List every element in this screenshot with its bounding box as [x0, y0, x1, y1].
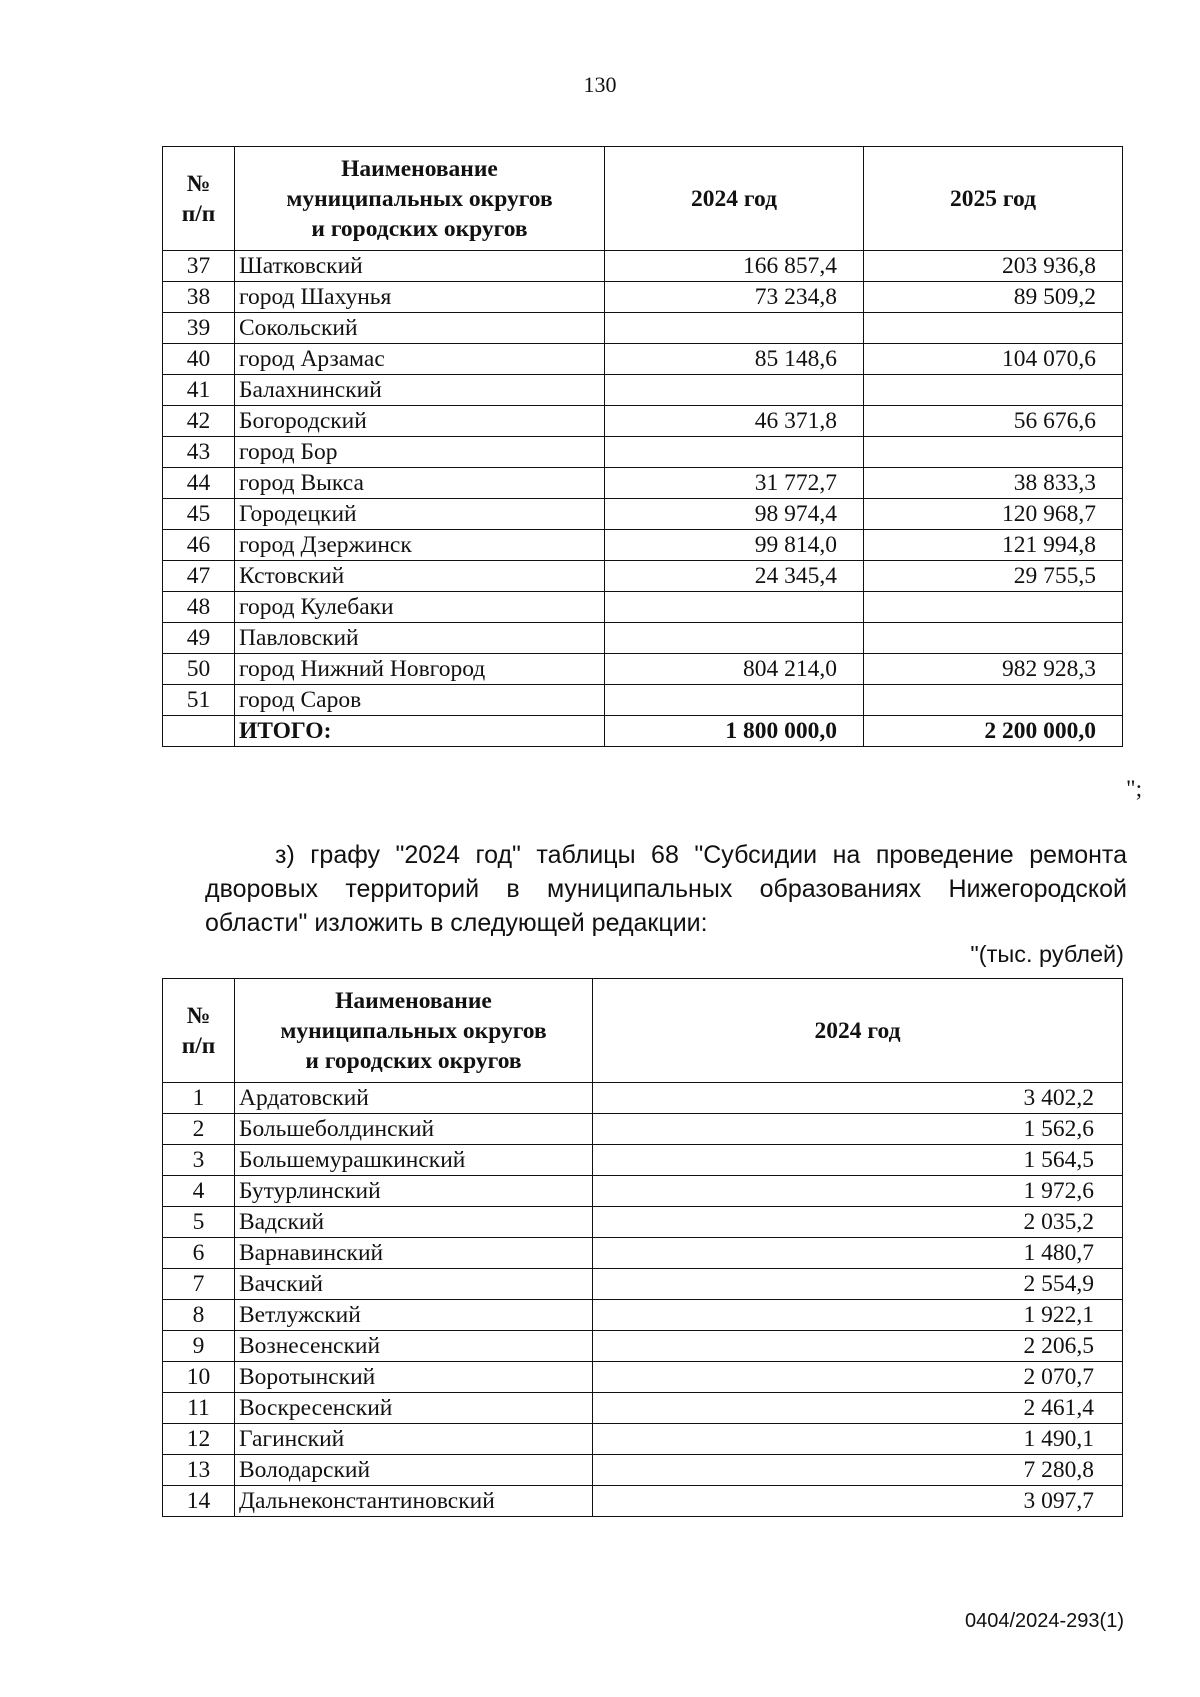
municipality-name: Гагинский — [235, 1424, 593, 1455]
value-2025 — [864, 437, 1123, 468]
municipality-name: Городецкий — [235, 499, 605, 530]
row-number: 10 — [163, 1362, 235, 1393]
table-row — [163, 654, 1123, 685]
table-row — [163, 1238, 1123, 1269]
municipality-name: Большеболдинский — [235, 1114, 593, 1145]
total-row — [163, 716, 1123, 747]
table-row — [163, 1114, 1123, 1145]
header-number: № п/п — [163, 979, 235, 1083]
value-2024 — [605, 592, 864, 623]
table-row — [163, 499, 1123, 530]
row-number: 6 — [163, 1238, 235, 1269]
row-number: 49 — [163, 623, 235, 654]
municipality-name: Бутурлинский — [235, 1176, 593, 1207]
row-number: 45 — [163, 499, 235, 530]
row-number: 39 — [163, 313, 235, 344]
value-2024: 1 562,6 — [593, 1114, 1123, 1145]
value-2025 — [864, 313, 1123, 344]
row-number: 12 — [163, 1424, 235, 1455]
closing-quote: "; — [1126, 776, 1143, 802]
municipality-name: Ветлужский — [235, 1300, 593, 1331]
value-2025: 89 509,2 — [864, 282, 1123, 313]
row-number: 42 — [163, 406, 235, 437]
value-2025: 203 936,8 — [864, 251, 1123, 282]
unit-label: "(тыс. рублей) — [970, 941, 1124, 967]
value-2025 — [864, 375, 1123, 406]
header-2025: 2025 год — [864, 147, 1123, 251]
value-2024: 2 035,2 — [593, 1207, 1123, 1238]
row-number: 44 — [163, 468, 235, 499]
header-2024: 2024 год — [605, 147, 864, 251]
value-2024: 166 857,4 — [605, 251, 864, 282]
municipality-name: Сокольский — [235, 313, 605, 344]
municipality-name: Большемурашкинский — [235, 1145, 593, 1176]
municipality-name: Вознесенский — [235, 1331, 593, 1362]
value-2024: 1 972,6 — [593, 1176, 1123, 1207]
value-2024: 3 097,7 — [593, 1486, 1123, 1517]
municipality-name: Кстовский — [235, 561, 605, 592]
table-row — [163, 685, 1123, 716]
value-2025: 38 833,3 — [864, 468, 1123, 499]
header-name: Наименование муниципальных округов и городских округов — [235, 979, 593, 1083]
value-2024: 1 922,1 — [593, 1300, 1123, 1331]
table-row — [163, 1331, 1123, 1362]
value-2025: 120 968,7 — [864, 499, 1123, 530]
table-row — [163, 1393, 1123, 1424]
total-label: ИТОГО: — [235, 716, 605, 747]
value-2024 — [605, 623, 864, 654]
municipality-name: город Бор — [235, 437, 605, 468]
value-2024: 98 974,4 — [605, 499, 864, 530]
amendment-paragraph — [205, 838, 1127, 940]
table-row — [163, 1362, 1123, 1393]
row-number: 51 — [163, 685, 235, 716]
row-number: 3 — [163, 1145, 235, 1176]
table-row — [163, 313, 1123, 344]
row-number: 43 — [163, 437, 235, 468]
row-number: 50 — [163, 654, 235, 685]
municipality-name: Варнавинский — [235, 1238, 593, 1269]
table-row — [163, 344, 1123, 375]
municipality-name: Ардатовский — [235, 1083, 593, 1114]
municipality-name: город Арзамас — [235, 344, 605, 375]
municipality-name: Вачский — [235, 1269, 593, 1300]
municipality-name: Володарский — [235, 1455, 593, 1486]
table-body — [163, 1083, 1123, 1517]
row-number: 9 — [163, 1331, 235, 1362]
value-2024: 1 480,7 — [593, 1238, 1123, 1269]
value-2025: 982 928,3 — [864, 654, 1123, 685]
municipality-name: Богородский — [235, 406, 605, 437]
table-row — [163, 561, 1123, 592]
table-row — [163, 623, 1123, 654]
table-row — [163, 1269, 1123, 1300]
row-number: 11 — [163, 1393, 235, 1424]
value-2024 — [605, 375, 864, 406]
table-row — [163, 468, 1123, 499]
total-2024: 1 800 000,0 — [605, 716, 864, 747]
municipality-name: Балахнинский — [235, 375, 605, 406]
header-name: Наименование муниципальных округов и городских округов — [235, 147, 605, 251]
total-empty-cell — [163, 716, 235, 747]
table-row — [163, 1424, 1123, 1455]
row-number: 1 — [163, 1083, 235, 1114]
value-2024: 46 371,8 — [605, 406, 864, 437]
row-number: 47 — [163, 561, 235, 592]
table-header-row — [163, 979, 1123, 1083]
value-2024: 99 814,0 — [605, 530, 864, 561]
value-2024: 1 490,1 — [593, 1424, 1123, 1455]
table-row — [163, 437, 1123, 468]
table-row — [163, 530, 1123, 561]
row-number: 48 — [163, 592, 235, 623]
value-2025: 121 994,8 — [864, 530, 1123, 561]
value-2024 — [605, 437, 864, 468]
municipality-name: город Нижний Новгород — [235, 654, 605, 685]
value-2024: 2 554,9 — [593, 1269, 1123, 1300]
table-row — [163, 1083, 1123, 1114]
table-row — [163, 1486, 1123, 1517]
value-2024: 804 214,0 — [605, 654, 864, 685]
municipality-name: город Саров — [235, 685, 605, 716]
row-number: 38 — [163, 282, 235, 313]
table-row — [163, 592, 1123, 623]
repair-subsidy-table — [162, 978, 1123, 1517]
table-row — [163, 406, 1123, 437]
total-2025: 2 200 000,0 — [864, 716, 1123, 747]
table-header-row — [163, 147, 1123, 251]
value-2024: 31 772,7 — [605, 468, 864, 499]
row-number: 5 — [163, 1207, 235, 1238]
row-number: 37 — [163, 251, 235, 282]
table-row — [163, 1207, 1123, 1238]
page-number: 130 — [583, 72, 617, 97]
municipality-name: Воскресенский — [235, 1393, 593, 1424]
municipality-name: Вадский — [235, 1207, 593, 1238]
value-2024: 2 461,4 — [593, 1393, 1123, 1424]
municipality-name: город Кулебаки — [235, 592, 605, 623]
table-row — [163, 282, 1123, 313]
value-2024: 85 148,6 — [605, 344, 864, 375]
value-2024: 3 402,2 — [593, 1083, 1123, 1114]
row-number: 13 — [163, 1455, 235, 1486]
municipality-name: Воротынский — [235, 1362, 593, 1393]
row-number: 2 — [163, 1114, 235, 1145]
table-row — [163, 1145, 1123, 1176]
value-2024: 1 564,5 — [593, 1145, 1123, 1176]
table-row — [163, 251, 1123, 282]
value-2024: 2 070,7 — [593, 1362, 1123, 1393]
municipality-name: город Дзержинск — [235, 530, 605, 561]
paragraph-line: дворовых территорий в муниципальных образованиях Нижегородской — [205, 875, 1127, 903]
table-row — [163, 1455, 1123, 1486]
table-row — [163, 1300, 1123, 1331]
table-row — [163, 375, 1123, 406]
value-2025 — [864, 685, 1123, 716]
row-number: 14 — [163, 1486, 235, 1517]
table-row — [163, 1176, 1123, 1207]
table-body — [163, 251, 1123, 747]
value-2024: 24 345,4 — [605, 561, 864, 592]
value-2024: 73 234,8 — [605, 282, 864, 313]
header-number: № п/п — [163, 147, 235, 251]
value-2024 — [605, 313, 864, 344]
value-2024: 2 206,5 — [593, 1331, 1123, 1362]
municipality-name: Павловский — [235, 623, 605, 654]
subsidy-table-continued — [162, 146, 1123, 747]
row-number: 8 — [163, 1300, 235, 1331]
value-2024: 7 280,8 — [593, 1455, 1123, 1486]
value-2025: 104 070,6 — [864, 344, 1123, 375]
value-2025 — [864, 623, 1123, 654]
value-2025 — [864, 592, 1123, 623]
municipality-name: Шатковский — [235, 251, 605, 282]
paragraph-line: з) графу "2024 год" таблицы 68 "Субсидии на проведение ремонта — [275, 841, 1127, 869]
row-number: 4 — [163, 1176, 235, 1207]
value-2025: 29 755,5 — [864, 561, 1123, 592]
row-number: 40 — [163, 344, 235, 375]
row-number: 41 — [163, 375, 235, 406]
municipality-name: город Выкса — [235, 468, 605, 499]
paragraph-line: области" изложить в следующей редакции: — [205, 909, 708, 937]
municipality-name: Дальнеконстантиновский — [235, 1486, 593, 1517]
row-number: 46 — [163, 530, 235, 561]
header-2024: 2024 год — [593, 979, 1123, 1083]
value-2025: 56 676,6 — [864, 406, 1123, 437]
document-number: 0404/2024-293(1) — [964, 1610, 1124, 1632]
row-number: 7 — [163, 1269, 235, 1300]
value-2024 — [605, 685, 864, 716]
municipality-name: город Шахунья — [235, 282, 605, 313]
